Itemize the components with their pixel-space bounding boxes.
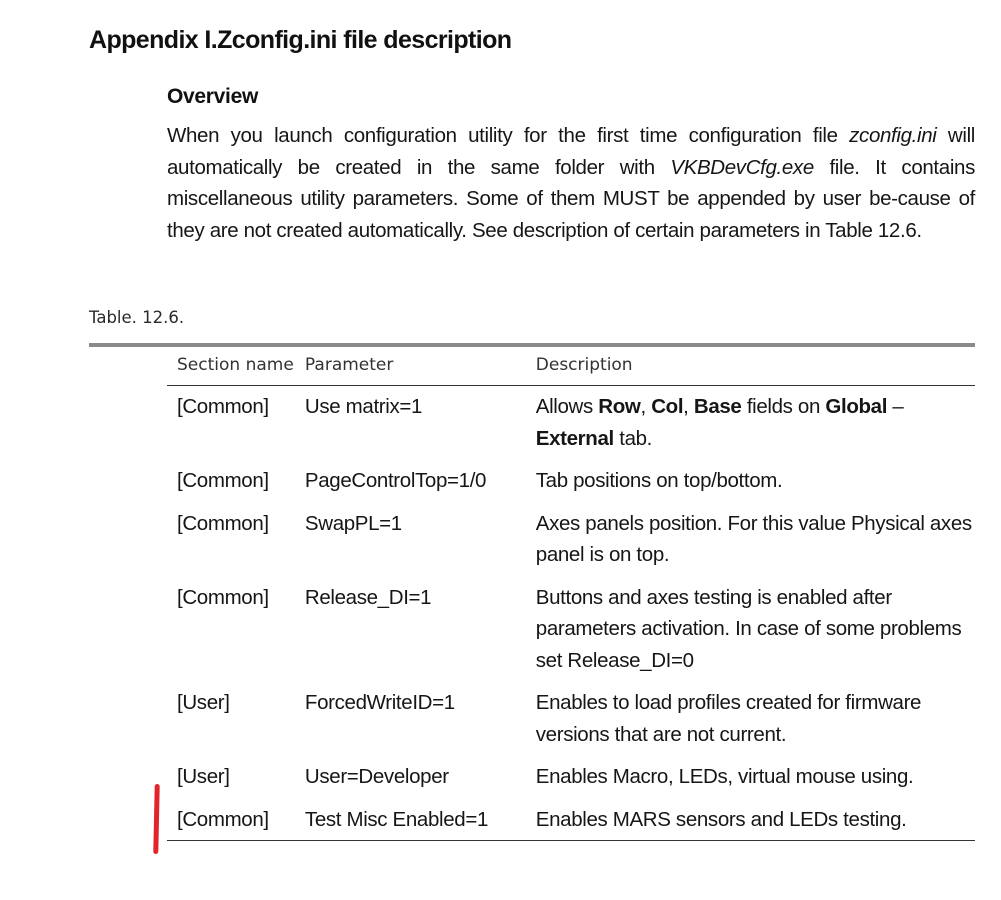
- table-header-row: [167, 347, 975, 386]
- cell-description: [526, 386, 975, 460]
- parameters-table: [167, 347, 975, 841]
- description-bold-term: External: [535, 426, 614, 450]
- zconfig-filename: zconfig.ini: [849, 124, 937, 147]
- cell-description: [526, 681, 975, 755]
- description-bold-term: Row: [598, 395, 641, 418]
- description-text: tab.: [613, 426, 653, 450]
- cell-parameter: PageControlTop=1/0: [304, 469, 487, 492]
- table-body: [167, 386, 975, 841]
- cell-section-name: [Common]: [177, 585, 269, 609]
- cell-description: [526, 502, 975, 576]
- description-text: Axes panels position. For this value Physical axes panel is on top.: [535, 511, 972, 566]
- overview-text-1: When you launch configuration utility for the first time configuration file: [167, 124, 850, 147]
- description-bold-term: Global: [825, 395, 888, 418]
- description-bold-term: Col: [651, 395, 684, 418]
- cell-parameter: ForcedWriteID=1: [304, 691, 455, 714]
- cell-parameter: Test Misc Enabled=1: [295, 798, 526, 841]
- cell-description: [526, 576, 975, 682]
- description-bold-term: Base: [693, 395, 742, 418]
- table-row: [167, 681, 975, 755]
- cell-description: [526, 798, 975, 841]
- table-row: [167, 386, 975, 460]
- cell-section-name: [Common]: [177, 469, 269, 492]
- description-text: Buttons and axes testing is enabled after parameters activation. In case of some problems set Release_DI=0: [535, 585, 962, 672]
- cell-parameter: SwapPL=1: [304, 511, 402, 535]
- overview-heading: Overview: [167, 85, 258, 108]
- overview-paragraph: [167, 120, 975, 246]
- description-text: ,: [683, 395, 694, 418]
- cell-section-name: [Common]: [177, 395, 269, 418]
- appendix-title: Appendix I.Zconfig.ini file description: [89, 26, 512, 54]
- red-annotation-mark: [153, 784, 159, 854]
- vkbdevcfg-filename: VKBDevCfg.exe: [670, 155, 814, 179]
- cell-description: [526, 459, 975, 502]
- overview-text-2: will automatically be created in the same folder with: [167, 124, 975, 179]
- table-row: [167, 755, 975, 798]
- description-text: Allows: [535, 395, 599, 418]
- description-text: Enables Macro, LEDs, virtual mouse using.: [535, 765, 914, 788]
- cell-description: [526, 755, 975, 798]
- cell-section-name: [Common]: [177, 511, 269, 535]
- description-text: Enables MARS sensors and LEDs testing.: [535, 807, 907, 831]
- header-parameter: Parameter: [295, 347, 526, 386]
- overview-text-3: file. It contains miscellaneous utility parameters. Some of them MUST be appended by user be-cause of they are not created automatically. See description of certain parameters in Table 12.6.: [167, 155, 975, 242]
- cell-parameter: User=Developer: [304, 765, 449, 788]
- header-section-name: Section name: [167, 347, 295, 386]
- description-text: ,: [640, 395, 652, 418]
- table-row: [167, 576, 975, 682]
- cell-section-name: [Common]: [167, 798, 295, 841]
- header-description: Description: [526, 347, 975, 386]
- description-text: Tab positions on top/bottom.: [535, 469, 783, 492]
- description-text: fields on: [741, 395, 826, 418]
- table-row: [167, 459, 975, 502]
- description-text: –: [887, 395, 904, 418]
- table-row: [167, 798, 975, 841]
- cell-parameter: Release_DI=1: [304, 585, 432, 609]
- description-text: Enables to load profiles created for firmware versions that are not current.: [535, 691, 922, 746]
- table-caption: Table. 12.6.: [89, 308, 185, 327]
- cell-section-name: [User]: [177, 691, 230, 714]
- cell-section-name: [User]: [177, 765, 230, 788]
- cell-parameter: Use matrix=1: [304, 395, 423, 418]
- table-row: [167, 502, 975, 576]
